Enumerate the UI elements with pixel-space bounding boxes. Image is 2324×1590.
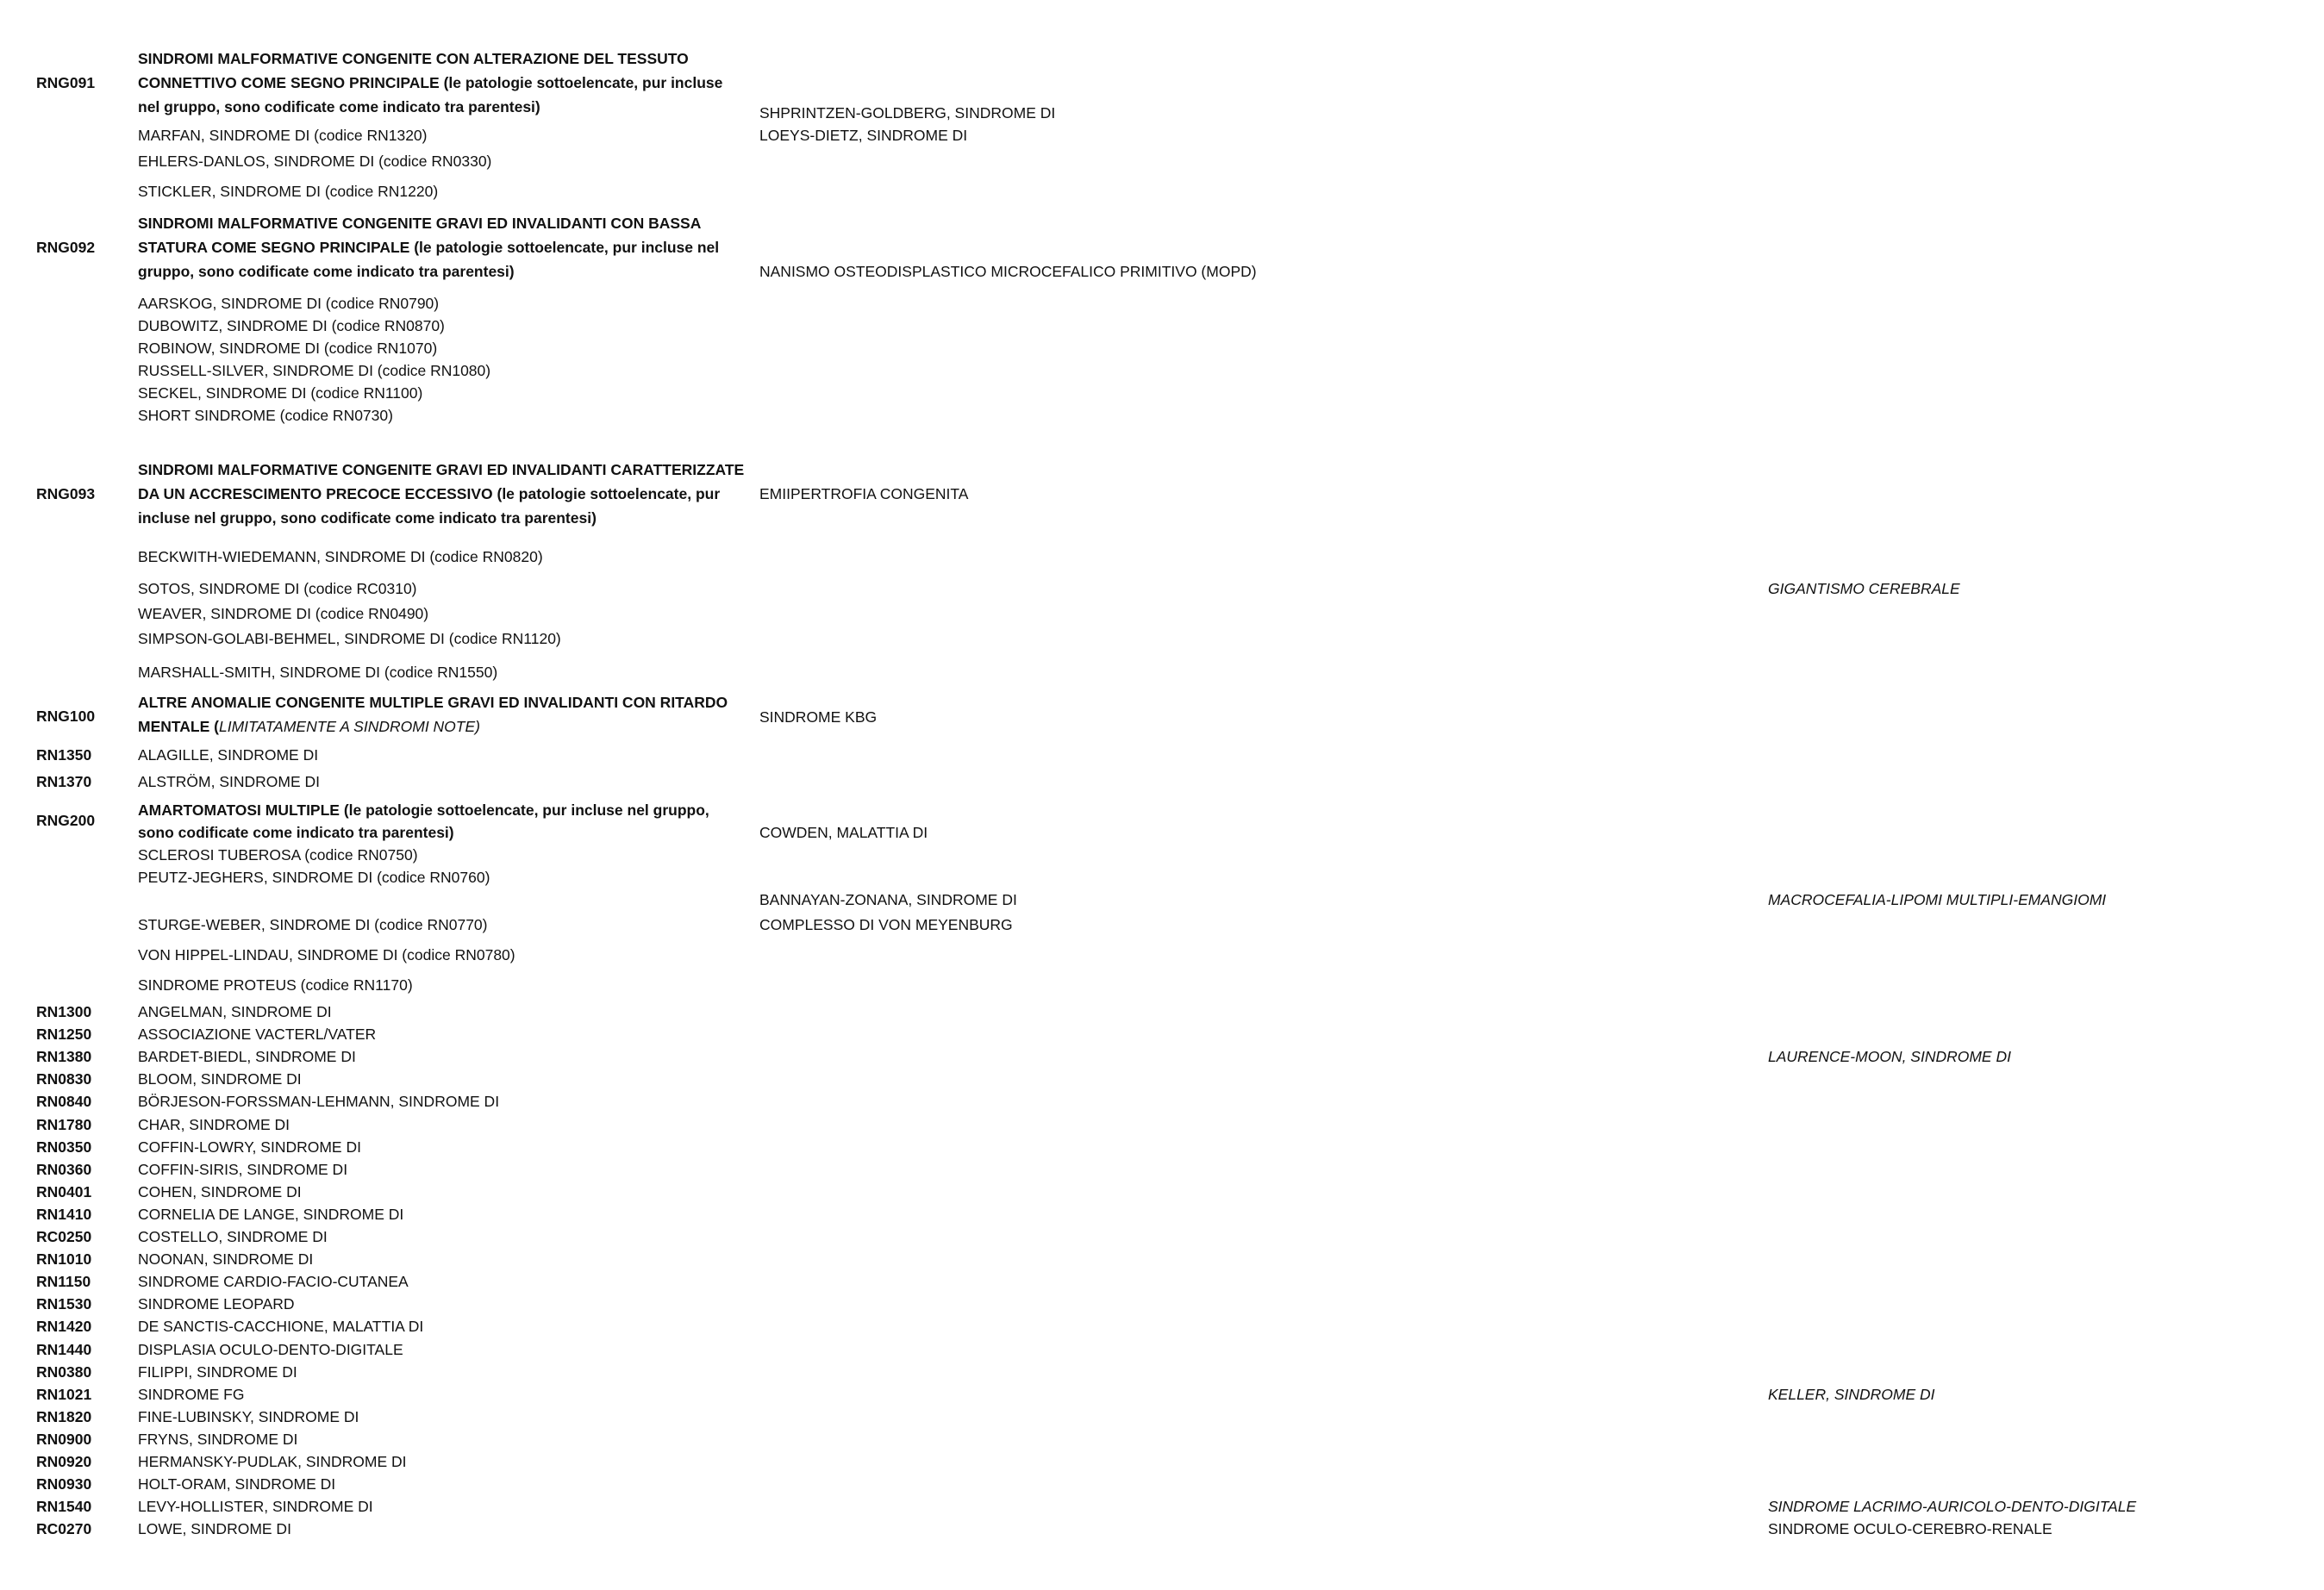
list-item-name: CHAR, SINDROME DI [138, 1116, 290, 1133]
item-seckel: SECKEL, SINDROME DI (codice RN1100) [138, 384, 423, 402]
col2-von-meyenburg: COMPLESSO DI VON MEYENBURG [759, 916, 1013, 933]
item-sindrome-proteus: SINDROME PROTEUS (codice RN1170) [138, 976, 413, 994]
item-stickler: STICKLER, SINDROME DI (codice RN1220) [138, 183, 439, 200]
item-aarskog: AARSKOG, SINDROME DI (codice RN0790) [138, 295, 440, 312]
heading-rng091-line2: CONNETTIVO COME SEGNO PRINCIPALE (le patologie sottoelencate, pur incluse [138, 74, 723, 91]
list-item-name: DISPLASIA OCULO-DENTO-DIGITALE [138, 1341, 403, 1358]
list-item-alias: SINDROME OCULO-CEREBRO-RENALE [1768, 1520, 2052, 1537]
heading-rng100-line1: ALTRE ANOMALIE CONGENITE MULTIPLE GRAVI ED INVALIDANTI CON RITARDO [138, 694, 728, 711]
list-item-name: LEVY-HOLLISTER, SINDROME DI [138, 1498, 373, 1515]
list-item-name: SINDROME FG [138, 1386, 245, 1403]
heading-rng093-line3: incluse nel gruppo, sono codificate come indicato tra parentesi) [138, 509, 597, 527]
item-dubowitz: DUBOWITZ, SINDROME DI (codice RN0870) [138, 317, 445, 334]
list-item-code: RN0930 [36, 1475, 92, 1493]
heading-rng100-mentale: MENTALE ( [138, 718, 219, 735]
col3-macrocefalia: MACROCEFALIA-LIPOMI MULTIPLI-EMANGIOMI [1768, 891, 2107, 908]
list-item-code: RN1150 [36, 1273, 91, 1290]
list-item-alias: SINDROME LACRIMO-AURICOLO-DENTO-DIGITALE [1768, 1498, 2137, 1515]
list-item-name: HERMANSKY-PUDLAK, SINDROME DI [138, 1453, 407, 1470]
list-item-code: RN0401 [36, 1183, 92, 1200]
list-item-name: SINDROME CARDIO-FACIO-CUTANEA [138, 1273, 409, 1290]
item-peutz-jeghers: PEUTZ-JEGHERS, SINDROME DI (codice RN0760) [138, 869, 490, 886]
list-item-name: BÖRJESON-FORSSMAN-LEHMANN, SINDROME DI [138, 1093, 500, 1110]
heading-rng200-line1: AMARTOMATOSI MULTIPLE (le patologie sottoelencate, pur incluse nel gruppo, [138, 801, 709, 819]
item-short-sindrome: SHORT SINDROME (codice RN0730) [138, 407, 393, 424]
list-item-name: COFFIN-LOWRY, SINDROME DI [138, 1138, 361, 1156]
list-item-code: RC0250 [36, 1228, 92, 1245]
list-item-name: COFFIN-SIRIS, SINDROME DI [138, 1161, 348, 1178]
heading-rng092-line2: STATURA COME SEGNO PRINCIPALE (le patologie sottoelencate, pur incluse nel [138, 239, 720, 256]
list-item-code: RN1250 [36, 1026, 92, 1043]
item-beckwith-wiedemann: BECKWITH-WIEDEMANN, SINDROME DI (codice RN0820) [138, 548, 543, 565]
list-item-code: RN1440 [36, 1341, 92, 1358]
list-item-code: RN1410 [36, 1206, 92, 1223]
list-item-name: LOWE, SINDROME DI [138, 1520, 291, 1537]
heading-rng200-line2: sono codificate come indicato tra parentesi) [138, 824, 454, 841]
col2-sindrome-kbg: SINDROME KBG [759, 708, 878, 726]
list-item-code: RC0270 [36, 1520, 92, 1537]
heading-rng091-line3: nel gruppo, sono codificate come indicato tra parentesi) [138, 98, 540, 115]
list-item-name: FINE-LUBINSKY, SINDROME DI [138, 1408, 359, 1425]
list-item-name: COHEN, SINDROME DI [138, 1183, 302, 1200]
list-item-name: CORNELIA DE LANGE, SINDROME DI [138, 1206, 404, 1223]
item-marfan: MARFAN, SINDROME DI (codice RN1320) [138, 127, 428, 144]
heading-rng093-line2: DA UN ACCRESCIMENTO PRECOCE ECCESSIVO (le patologie sottoelencate, pur [138, 485, 721, 502]
item-sturge-weber: STURGE-WEBER, SINDROME DI (codice RN0770) [138, 916, 488, 933]
list-item-name: SINDROME LEOPARD [138, 1295, 295, 1313]
list-item-code: RN1420 [36, 1318, 92, 1335]
list-item-name: BARDET-BIEDL, SINDROME DI [138, 1048, 356, 1065]
code-rn1350: RN1350 [36, 746, 92, 764]
item-alagille: ALAGILLE, SINDROME DI [138, 746, 319, 764]
item-sclerosi-tuberosa: SCLEROSI TUBEROSA (codice RN0750) [138, 846, 418, 864]
list-item-name: FRYNS, SINDROME DI [138, 1431, 298, 1448]
heading-rng091-line1: SINDROMI MALFORMATIVE CONGENITE CON ALTERAZIONE DEL TESSUTO [138, 50, 689, 67]
list-item-code: RN0350 [36, 1138, 92, 1156]
list-item-name: ASSOCIAZIONE VACTERL/VATER [138, 1026, 377, 1043]
item-robinow: ROBINOW, SINDROME DI (codice RN1070) [138, 340, 438, 357]
col2-nanismo-mopd: NANISMO OSTEODISPLASTICO MICROCEFALICO PRIMITIVO (MOPD) [759, 263, 1257, 280]
code-rng093: RNG093 [36, 485, 96, 502]
list-item-name: COSTELLO, SINDROME DI [138, 1228, 328, 1245]
item-simpson-golabi-behmel: SIMPSON-GOLABI-BEHMEL, SINDROME DI (codice RN1120) [138, 630, 561, 647]
list-item-alias: LAURENCE-MOON, SINDROME DI [1768, 1048, 2011, 1065]
item-marshall-smith: MARSHALL-SMITH, SINDROME DI (codice RN1550) [138, 664, 498, 681]
list-item-name: NOONAN, SINDROME DI [138, 1250, 314, 1268]
list-item-name: FILIPPI, SINDROME DI [138, 1363, 297, 1381]
col2-bannayan-zonana: BANNAYAN-ZONANA, SINDROME DI [759, 891, 1017, 908]
col2-cowden: COWDEN, MALATTIA DI [759, 824, 928, 841]
code-rng200: RNG200 [36, 812, 96, 829]
item-sotos: SOTOS, SINDROME DI (codice RC0310) [138, 580, 417, 597]
col2-emiipertrofia: EMIIPERTROFIA CONGENITA [759, 485, 969, 502]
heading-rng100-line2 [138, 717, 480, 736]
list-item-code: RN0920 [36, 1453, 92, 1470]
item-von-hippel-lindau: VON HIPPEL-LINDAU, SINDROME DI (codice RN0780) [138, 946, 515, 963]
list-item-code: RN0380 [36, 1363, 92, 1381]
list-item-code: RN1530 [36, 1295, 92, 1313]
item-alstrom: ALSTRÖM, SINDROME DI [138, 773, 320, 790]
heading-rng100-note: LIMITATAMENTE A SINDROMI NOTE) [218, 718, 480, 735]
col3-gigantismo-cerebrale: GIGANTISMO CEREBRALE [1768, 580, 1960, 597]
list-item-code: RN0830 [36, 1070, 92, 1088]
code-rn1370: RN1370 [36, 773, 92, 790]
list-item-name: HOLT-ORAM, SINDROME DI [138, 1475, 336, 1493]
heading-rng093-line1: SINDROMI MALFORMATIVE CONGENITE GRAVI ED INVALIDANTI CARATTERIZZATE [138, 461, 745, 478]
code-rng091: RNG091 [36, 74, 96, 91]
code-rng092: RNG092 [36, 239, 96, 256]
list-item-code: RN1820 [36, 1408, 92, 1425]
heading-rng092-line1: SINDROMI MALFORMATIVE CONGENITE GRAVI ED INVALIDANTI CON BASSA [138, 215, 702, 232]
item-russell-silver: RUSSELL-SILVER, SINDROME DI (codice RN1080) [138, 362, 491, 379]
item-ehlers-danlos: EHLERS-DANLOS, SINDROME DI (codice RN0330) [138, 153, 492, 170]
list-item-alias: KELLER, SINDROME DI [1768, 1386, 1935, 1403]
list-item-code: RN1021 [36, 1386, 92, 1403]
list-item-code: RN1300 [36, 1003, 92, 1020]
list-item-code: RN1780 [36, 1116, 92, 1133]
list-item-code: RN0840 [36, 1093, 92, 1110]
col2-shprintzen-goldberg: SHPRINTZEN-GOLDBERG, SINDROME DI [759, 104, 1056, 122]
heading-rng092-line3: gruppo, sono codificate come indicato tra parentesi) [138, 263, 515, 280]
list-item-code: RN1380 [36, 1048, 92, 1065]
list-item-name: ANGELMAN, SINDROME DI [138, 1003, 332, 1020]
list-item-code: RN1010 [36, 1250, 92, 1268]
list-item-code: RN1540 [36, 1498, 92, 1515]
item-weaver: WEAVER, SINDROME DI (codice RN0490) [138, 605, 429, 622]
list-item-code: RN0360 [36, 1161, 92, 1178]
col2-loeys-dietz: LOEYS-DIETZ, SINDROME DI [759, 127, 968, 144]
list-item-code: RN0900 [36, 1431, 92, 1448]
list-item-name: BLOOM, SINDROME DI [138, 1070, 302, 1088]
code-rng100: RNG100 [36, 708, 96, 725]
list-item-name: DE SANCTIS-CACCHIONE, MALATTIA DI [138, 1318, 424, 1335]
